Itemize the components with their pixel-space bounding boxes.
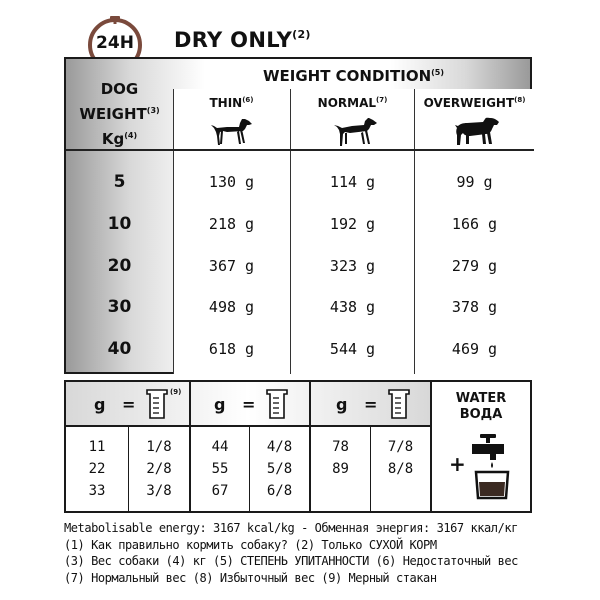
normal-cell: 192 g [329,215,376,233]
title-ref: (2) [292,28,311,41]
normal-cell: 438 g [329,298,376,316]
kg-word: Kg [101,130,125,148]
grams-label: g [94,395,106,414]
cup-ref: (9) [170,388,182,396]
thin-ref: (6) [242,96,254,104]
water-label-en: WATER [455,391,507,406]
grams-value: 78 [332,439,349,455]
overweight-ref: (8) [514,96,526,104]
dog-weight-10: 10 [107,214,132,234]
normal-cell: 544 g [329,340,376,358]
thin-cell: 498 g [208,298,255,316]
clock-label: 24H [96,33,134,53]
dog-weight-word: WEIGHT [79,105,147,123]
overweight-label: OVERWEIGHT [423,96,515,110]
header-divider [173,149,534,151]
normal-ref: (7) [376,96,388,104]
cups-column [371,436,430,480]
grams-column [191,436,249,502]
grams-value: 89 [332,461,349,477]
dog-weight-line1: DOG [100,80,139,98]
grams-value: 67 [211,483,229,499]
measuring-cup-icon [265,388,291,420]
grams-label: g [336,395,348,414]
dog-weight-5: 5 [113,172,126,192]
thin-cell: 130 g [208,173,255,191]
water-label-ru: ВОДА [459,407,503,422]
footnote-energy: Metabolisable energy: 3167 kcal/kg - Обменная энергия: 3167 ккал/кг [64,521,518,535]
weight-condition-label: WEIGHT CONDITION [262,67,432,85]
grams-column [311,436,370,480]
plus-sign: + [449,452,466,476]
cups-value: 7/8 [387,439,414,455]
cups-value: 4/8 [266,439,293,455]
dog-weight-20: 20 [107,256,132,276]
dog-weight-30: 30 [107,297,132,317]
grams-value: 33 [88,483,106,499]
dog-weight-line3 [66,125,173,150]
water-label [432,391,530,423]
normal-label: NORMAL [317,96,377,110]
column-header-normal [291,96,414,110]
overweight-dog-icon [455,115,501,147]
measuring-cup-icon [145,388,171,420]
thin-label: THIN [209,96,243,110]
grams-label: g [214,395,226,414]
grams-value: 11 [88,439,106,455]
title-text: DRY ONLY [174,28,293,52]
cups-value: 1/8 [146,439,172,455]
water-tap-bowl-icon [466,432,514,504]
overweight-cell: 166 g [451,215,498,233]
grams-value: 44 [211,439,229,455]
normal-cell: 323 g [329,257,376,275]
thin-cell: 367 g [208,257,255,275]
normal-cell: 114 g [329,173,376,191]
grams-value: 22 [88,461,106,477]
cups-value: 3/8 [146,483,172,499]
column-header-thin [173,96,290,110]
grams-column [66,436,128,502]
thin-dog-icon [209,115,253,147]
overweight-cell: 469 g [451,340,498,358]
footnote-line: (1) Как правильно кормить собаку? (2) Только СУХОЙ КОРМ [64,537,437,552]
overweight-cell: 99 g [456,173,493,191]
page-title [174,28,311,52]
kg-ref: (4) [124,131,138,140]
measuring-cup-table [64,380,532,513]
cups-value: 6/8 [266,483,293,499]
cups-value: 8/8 [387,461,414,477]
cups-column [129,436,189,502]
dog-weight-header [66,79,173,150]
footnote-line: (3) Вес собаки (4) кг (5) СТЕПЕНЬ УПИТАННОСТИ (6) Недостаточный вес [64,554,518,568]
feeding-table [64,57,532,374]
footnotes [64,520,594,586]
measuring-cup-icon [387,388,413,420]
thin-cell: 218 g [208,215,255,233]
equals-sign: = [364,395,378,414]
weight-condition-header [173,67,534,85]
cups-value: 5/8 [266,461,293,477]
dog-weight-40: 40 [107,339,132,359]
cups-value: 2/8 [146,461,172,477]
normal-dog-icon [334,115,378,147]
column-header-overweight [415,96,534,110]
overweight-cell: 279 g [451,257,498,275]
dog-weight-ref: (3) [146,106,160,115]
equals-sign: = [242,395,256,414]
grams-value: 55 [211,461,229,477]
thin-cell: 618 g [208,340,255,358]
weight-condition-ref: (5) [431,68,445,77]
footnote-line: (7) Нормальный вес (8) Избыточный вес (9) Мерный стакан [64,570,437,585]
cups-column [250,436,309,502]
equals-sign: = [122,395,136,414]
dog-weight-line2 [66,100,173,125]
overweight-cell: 378 g [451,298,498,316]
